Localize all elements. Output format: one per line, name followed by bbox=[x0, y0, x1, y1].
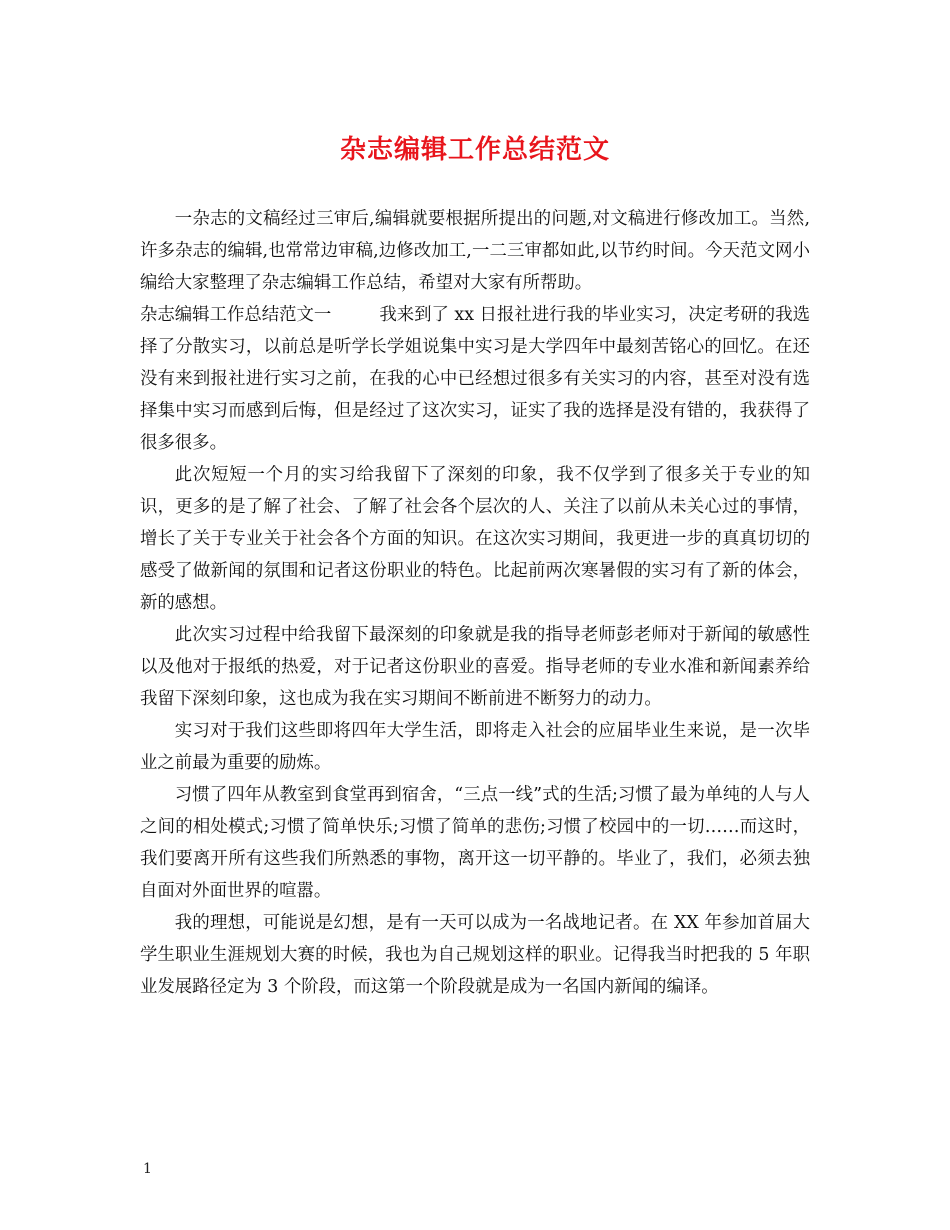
body-paragraph: 习惯了四年从教室到食堂再到宿舍，“三点一线”式的生活;习惯了最为单纯的人与人之间的相处模式;习惯了简单快乐;习惯了简单的悲伤;习惯了校园中的一切……而这时，我们要离开所有这些我们所熟悉的事物，离开这一切平静的。毕业了，我们，必须去独自面对外面世界的喧嚣。 bbox=[140, 785, 810, 901]
body-paragraph: 我的理想，可能说是幻想，是有一天可以成为一名战地记者。在 XX 年参加首届大学生职业生涯规划大赛的时候，我也为自己规划这样的职业。记得我当时把我的 5 年职业发展路径定为 3 个阶段，而这第一个阶段就是成为一名国内新闻的编译。 bbox=[140, 913, 810, 997]
section-first-paragraph bbox=[140, 299, 810, 459]
body-paragraph: 此次实习过程中给我留下最深刻的印象就是我的指导老师彭老师对于新闻的敏感性以及他对于报纸的热爱，对于记者这份职业的喜爱。指导老师的专业水准和新闻素养给我留下深刻印象，这也成为我在实习期间不断前进不断努力的动力。 bbox=[140, 625, 810, 709]
section-first-text: 我来到了 xx 日报社进行我的毕业实习，决定考研的我选择了分散实习，以前总是听学长学姐说集中实习是大学四年中最刻苦铭心的回忆。在还没有来到报社进行实习之前，在我的心中已经想过很多有关实习的内容，甚至对没有选择集中实习而感到后悔，但是经过了这次实习，证实了我的选择是没有错的，我获得了很多很多。 bbox=[140, 305, 810, 453]
body-paragraph: 实习对于我们这些即将四年大学生活，即将走入社会的应届毕业生来说，是一次毕业之前最为重要的励炼。 bbox=[140, 721, 810, 773]
page-number: 1 bbox=[143, 1161, 152, 1177]
intro-paragraph: 一杂志的文稿经过三审后,编辑就要根据所提出的问题,对文稿进行修改加工。当然,许多杂志的编辑,也常常边审稿,边修改加工,一二三审都如此,以节约时间。今天范文网小编给大家整理了杂志编辑工作总结，希望对大家有所帮助。 bbox=[140, 209, 810, 293]
document-title: 杂志编辑工作总结范文 bbox=[339, 135, 610, 165]
section-heading: 杂志编辑工作总结范文一 bbox=[140, 305, 332, 325]
document-body bbox=[140, 203, 810, 1003]
body-paragraph: 此次短短一个月的实习给我留下了深刻的印象，我不仅学到了很多关于专业的知识，更多的是了解了社会、了解了社会各个层次的人、关注了以前从未关心过的事情，增长了关于专业关于社会各个方面的知识。在这次实习期间，我更进一步的真真切切的感受了做新闻的氛围和记者这份职业的特色。比起前两次寒暑假的实习有了新的体会，新的感想。 bbox=[140, 465, 810, 613]
